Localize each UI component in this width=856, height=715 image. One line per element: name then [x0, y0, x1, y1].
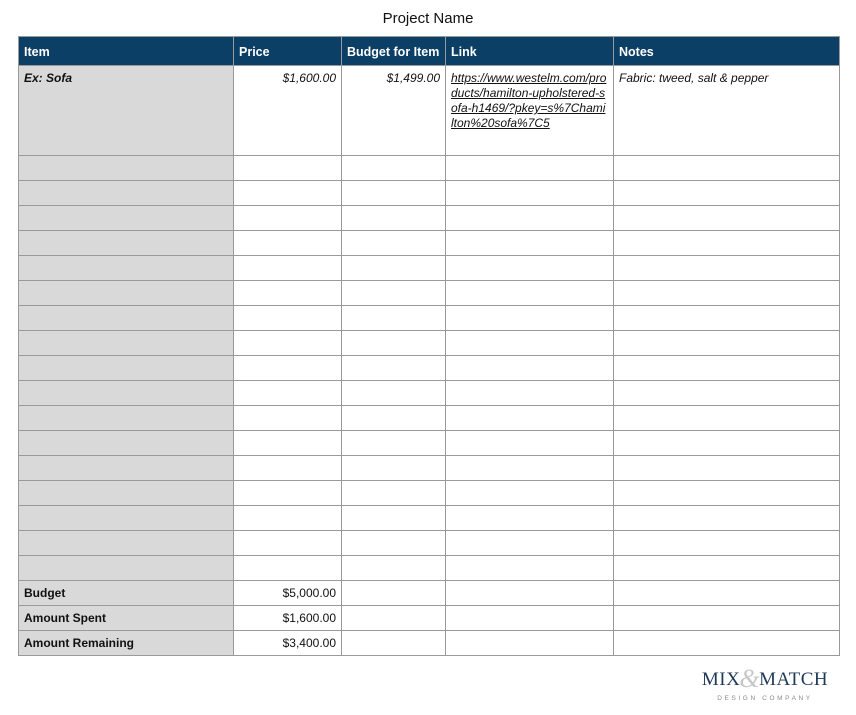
budget-cell[interactable]: [342, 556, 446, 581]
link-cell[interactable]: [446, 331, 614, 356]
notes-cell[interactable]: [614, 456, 840, 481]
table-row: [19, 356, 840, 381]
item-cell[interactable]: [19, 431, 234, 456]
table-row: [19, 256, 840, 281]
budget-cell[interactable]: [342, 181, 446, 206]
price-cell[interactable]: [234, 406, 342, 431]
item-cell[interactable]: [19, 156, 234, 181]
table-row: [19, 481, 840, 506]
notes-cell[interactable]: [614, 231, 840, 256]
link-cell[interactable]: [446, 281, 614, 306]
item-cell[interactable]: [19, 181, 234, 206]
price-cell[interactable]: [234, 506, 342, 531]
budget-cell[interactable]: [342, 631, 446, 656]
price-cell[interactable]: [234, 431, 342, 456]
notes-cell[interactable]: [614, 406, 840, 431]
notes-cell[interactable]: [614, 431, 840, 456]
item-cell[interactable]: [19, 481, 234, 506]
table-row: [19, 506, 840, 531]
table-row: [19, 281, 840, 306]
header-budget-for-item: Budget for Item: [342, 37, 446, 66]
item-cell[interactable]: [19, 306, 234, 331]
price-cell[interactable]: [234, 206, 342, 231]
logo-ampersand: &: [739, 664, 761, 693]
price-cell[interactable]: [234, 281, 342, 306]
header-price: Price: [234, 37, 342, 66]
item-cell[interactable]: [19, 381, 234, 406]
link-cell[interactable]: [446, 231, 614, 256]
price-cell[interactable]: [234, 256, 342, 281]
link-cell[interactable]: [446, 206, 614, 231]
logo-word-mix: MIX: [701, 669, 741, 690]
link-cell[interactable]: [446, 531, 614, 556]
notes-cell[interactable]: [614, 331, 840, 356]
link-cell[interactable]: [446, 431, 614, 456]
budget-label: Budget: [19, 581, 234, 606]
amount-spent-value[interactable]: $1,600.00: [234, 606, 342, 631]
link-cell[interactable]: [446, 256, 614, 281]
budget-cell[interactable]: [342, 406, 446, 431]
example-budget[interactable]: $1,499.00: [342, 66, 446, 156]
link-cell[interactable]: [446, 506, 614, 531]
link-cell[interactable]: [446, 631, 614, 656]
budget-value[interactable]: $5,000.00: [234, 581, 342, 606]
budget-cell[interactable]: [342, 481, 446, 506]
item-cell[interactable]: [19, 331, 234, 356]
table-row: [19, 181, 840, 206]
notes-cell[interactable]: [614, 181, 840, 206]
link-cell[interactable]: [446, 556, 614, 581]
price-cell[interactable]: [234, 556, 342, 581]
item-cell[interactable]: [19, 456, 234, 481]
notes-cell[interactable]: [614, 606, 840, 631]
header-notes: Notes: [614, 37, 840, 66]
budget-cell[interactable]: [342, 206, 446, 231]
company-logo: [690, 664, 840, 702]
logo-wordmark: [690, 664, 840, 694]
link-cell[interactable]: [446, 406, 614, 431]
table-row: [19, 531, 840, 556]
price-cell[interactable]: [234, 356, 342, 381]
budget-cell[interactable]: [342, 156, 446, 181]
budget-cell[interactable]: [342, 431, 446, 456]
item-cell[interactable]: [19, 231, 234, 256]
link-cell[interactable]: [446, 306, 614, 331]
link-cell[interactable]: [446, 356, 614, 381]
budget-cell[interactable]: [342, 606, 446, 631]
logo-word-match: MATCH: [759, 669, 829, 690]
notes-cell[interactable]: [614, 581, 840, 606]
item-cell[interactable]: [19, 406, 234, 431]
budget-cell[interactable]: [342, 306, 446, 331]
link-cell[interactable]: [446, 481, 614, 506]
example-notes[interactable]: Fabric: tweed, salt & pepper: [614, 66, 840, 156]
notes-cell[interactable]: [614, 356, 840, 381]
summary-row-amount-remaining: [19, 631, 840, 656]
link-cell[interactable]: [446, 156, 614, 181]
budget-table: [18, 36, 840, 656]
amount-spent-label: Amount Spent: [19, 606, 234, 631]
link-cell[interactable]: [446, 181, 614, 206]
table-row: [19, 556, 840, 581]
price-cell[interactable]: [234, 306, 342, 331]
notes-cell[interactable]: [614, 306, 840, 331]
notes-cell[interactable]: [614, 381, 840, 406]
table-row: [19, 381, 840, 406]
price-cell[interactable]: [234, 381, 342, 406]
link-cell[interactable]: [446, 381, 614, 406]
header-row: [19, 37, 840, 66]
link-cell[interactable]: [446, 456, 614, 481]
notes-cell[interactable]: [614, 531, 840, 556]
table-row: [19, 456, 840, 481]
table-row: [19, 431, 840, 456]
budget-cell[interactable]: [342, 381, 446, 406]
item-cell[interactable]: [19, 506, 234, 531]
notes-cell[interactable]: [614, 281, 840, 306]
item-cell[interactable]: [19, 356, 234, 381]
budget-cell[interactable]: [342, 531, 446, 556]
example-price[interactable]: $1,600.00: [234, 66, 342, 156]
price-cell[interactable]: [234, 481, 342, 506]
example-item[interactable]: Ex: Sofa: [19, 66, 234, 156]
price-cell[interactable]: [234, 231, 342, 256]
logo-tagline: DESIGN COMPANY: [717, 695, 813, 702]
item-cell[interactable]: [19, 531, 234, 556]
link-cell[interactable]: [446, 581, 614, 606]
table-row: [19, 156, 840, 181]
budget-cell[interactable]: [342, 356, 446, 381]
notes-cell[interactable]: [614, 556, 840, 581]
budget-cell[interactable]: [342, 581, 446, 606]
budget-cell[interactable]: [342, 281, 446, 306]
price-cell[interactable]: [234, 456, 342, 481]
item-cell[interactable]: [19, 206, 234, 231]
notes-cell[interactable]: [614, 256, 840, 281]
page-title: Project Name: [382, 10, 474, 27]
price-cell[interactable]: [234, 531, 342, 556]
notes-cell[interactable]: [614, 481, 840, 506]
notes-cell[interactable]: [614, 631, 840, 656]
header-link: Link: [446, 37, 614, 66]
table-row: [19, 206, 840, 231]
item-cell[interactable]: [19, 281, 234, 306]
table-row: [19, 331, 840, 356]
amount-remaining-label: Amount Remaining: [19, 631, 234, 656]
notes-cell[interactable]: [614, 156, 840, 181]
budget-cell[interactable]: [342, 331, 446, 356]
summary-row-budget: [19, 581, 840, 606]
table-row: [19, 306, 840, 331]
budget-cell[interactable]: [342, 506, 446, 531]
price-cell[interactable]: [234, 156, 342, 181]
notes-cell[interactable]: [614, 206, 840, 231]
summary-row-amount-spent: [19, 606, 840, 631]
budget-cell[interactable]: [342, 456, 446, 481]
item-cell[interactable]: [19, 256, 234, 281]
link-cell[interactable]: [446, 606, 614, 631]
header-item: Item: [19, 37, 234, 66]
item-cell[interactable]: [19, 556, 234, 581]
price-cell[interactable]: [234, 331, 342, 356]
notes-cell[interactable]: [614, 506, 840, 531]
budget-cell[interactable]: [342, 256, 446, 281]
example-row: [19, 66, 840, 156]
price-cell[interactable]: [234, 181, 342, 206]
budget-cell[interactable]: [342, 231, 446, 256]
table-row: [19, 406, 840, 431]
amount-remaining-value[interactable]: $3,400.00: [234, 631, 342, 656]
example-link[interactable]: https://www.westelm.com/products/hamilton-upholstered-sofa-h1469/?pkey=s%7Chamilton%20sofa%7C5: [451, 71, 607, 130]
example-link-cell[interactable]: [446, 66, 614, 156]
table-row: [19, 231, 840, 256]
